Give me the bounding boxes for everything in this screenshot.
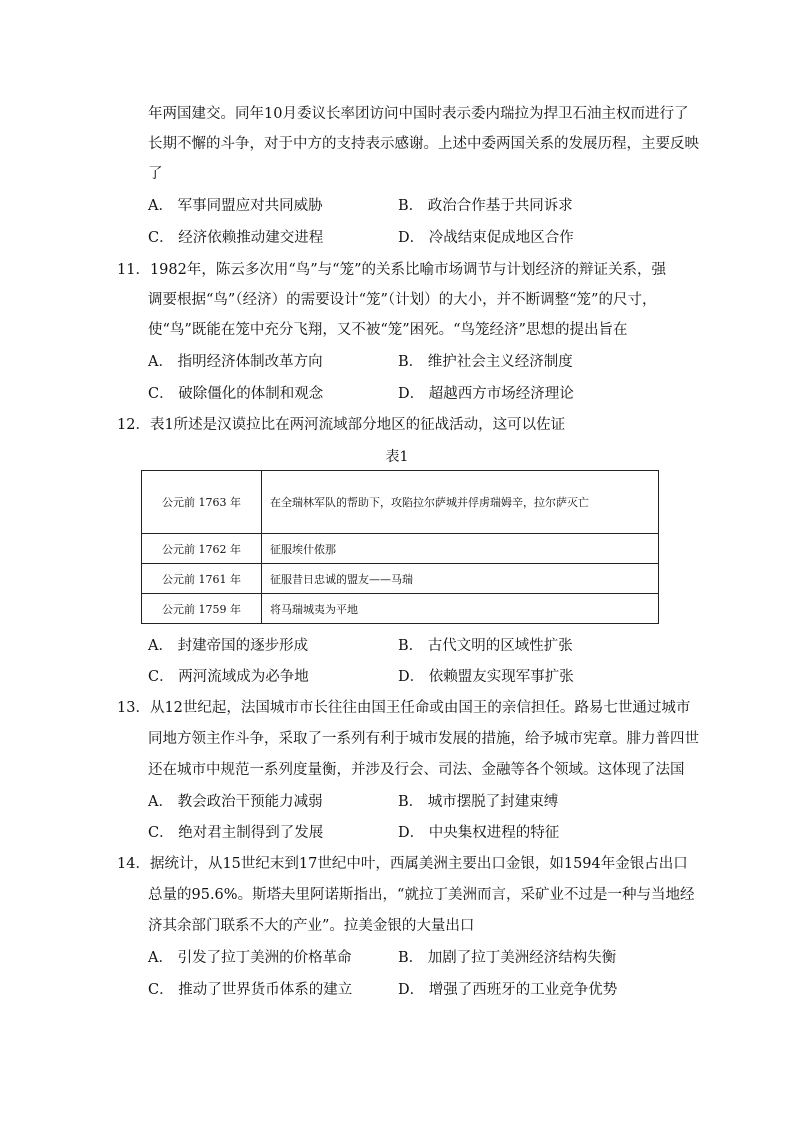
q12-option-d: D． 依赖盟友实现军事扩张 xyxy=(398,669,574,685)
q13-option-a: A． 教会政治干预能力减弱 xyxy=(148,794,323,810)
table-cell-year: 公元前 1762 年 xyxy=(142,534,262,564)
q12-option-b: B． 古代文明的区域性扩张 xyxy=(398,638,573,654)
q14-option-b: B． 加剧了拉丁美洲经济结构失衡 xyxy=(398,950,617,966)
q13-option-c: C． 绝对君主制得到了发展 xyxy=(148,825,324,841)
table-caption: 表1 xyxy=(385,449,409,465)
q10-option-c: C． 经济依赖推动建交进程 xyxy=(148,230,324,246)
table-cell-event xyxy=(262,471,659,534)
q13-option-d: D． 中央集权进程的特征 xyxy=(398,825,560,841)
q11-stem-line-3: 使“鸟”既能在笼中充分飞翔，又不被“笼”困死。“鸟笼经济”思想的提出旨在 xyxy=(148,322,628,338)
q14-stem-line-1: 14．据统计，从15世纪末到17世纪中叶，西属美洲主要出口金银，如1594年金银占出口 xyxy=(117,856,688,872)
table-cell-event: 征服昔日忠诚的盟友——马瑞 xyxy=(262,564,659,594)
q11-option-a: A． 指明经济体制改革方向 xyxy=(148,354,323,370)
table-row xyxy=(142,534,659,564)
q12-stem-line-1: 12．表1所述是汉谟拉比在两河流域部分地区的征战活动，这可以佐证 xyxy=(117,417,566,433)
q14-option-c: C． 推动了世界货币体系的建立 xyxy=(148,982,353,998)
q11-option-d: D． 超越西方市场经济理论 xyxy=(398,386,574,402)
q14-option-d: D． 增强了西班牙的工业竞争优势 xyxy=(398,982,618,998)
q11-option-c: C． 破除僵化的体制和观念 xyxy=(148,386,324,402)
q10-option-b: B． 政治合作基于共同诉求 xyxy=(398,198,573,214)
q11-stem-line-2: 调要根据“鸟”（经济）的需要设计“笼”（计划）的大小，并不断调整“笼”的尺寸， xyxy=(148,292,657,308)
table-cell-year: 公元前 1763 年 xyxy=(142,471,262,534)
q13-option-b: B． 城市摆脱了封建束缚 xyxy=(398,794,559,810)
q14-option-a: A． 引发了拉丁美洲的价格革命 xyxy=(148,950,352,966)
q11-stem-line-1: 11．1982年，陈云多次用“鸟”与“笼”的关系比喻市场调节与计划经济的辩证关系，强 xyxy=(117,262,667,278)
q12-option-c: C． 两河流域成为必争地 xyxy=(148,669,309,685)
table-cell-event: 征服埃什侬那 xyxy=(262,534,659,564)
table-row xyxy=(142,594,659,624)
q13-stem-line-1: 13．从12世纪起，法国城市市长往往由国王任命或由国王的亲信担任。路易七世通过城市 xyxy=(117,700,691,716)
q10-stem-line-3: 了 xyxy=(148,166,163,182)
q14-stem-line-3: 济其余部门联系不大的产业”。拉美金银的大量出口 xyxy=(148,918,475,934)
q10-stem-line-1: 年两国建交。同年10月委议长率团访问中国时表示委内瑞拉为捍卫石油主权而进行了 xyxy=(148,106,689,122)
q10-option-a: A． 军事同盟应对共同威胁 xyxy=(148,198,323,214)
q10-stem-line-2: 长期不懈的斗争，对于中方的支持表示感谢。上述中委两国关系的发展历程，主要反映 xyxy=(148,136,699,152)
q12-option-a: A． 封建帝国的逐步形成 xyxy=(148,638,309,654)
table-row xyxy=(142,471,659,534)
campaign-table xyxy=(141,470,659,624)
table-cell-year: 公元前 1759 年 xyxy=(142,594,262,624)
q13-stem-line-2: 同地方领主作斗争，采取了一系列有利于城市发展的措施，给予城市宪章。腓力普四世 xyxy=(148,731,699,747)
table-cell-event: 将马瑞城夷为平地 xyxy=(262,594,659,624)
table-row xyxy=(142,564,659,594)
q13-stem-line-3: 还在城市中规范一系列度量衡，并涉及行会、司法、金融等各个领域。这体现了法国 xyxy=(148,762,685,778)
q10-option-d: D． 冷战结束促成地区合作 xyxy=(398,230,574,246)
q11-option-b: B． 维护社会主义经济制度 xyxy=(398,354,573,370)
table-cell-year: 公元前 1761 年 xyxy=(142,564,262,594)
q14-stem-line-2: 总量的95.6%。斯塔夫里阿诺斯指出，“就拉丁美洲而言，采矿业不过是一种与当地经 xyxy=(148,887,695,903)
table-cell-event-text: 在全瑞林军队的帮助下，攻陷拉尔萨城并俘虏瑞姆辛，拉尔萨灭亡 xyxy=(270,495,589,509)
